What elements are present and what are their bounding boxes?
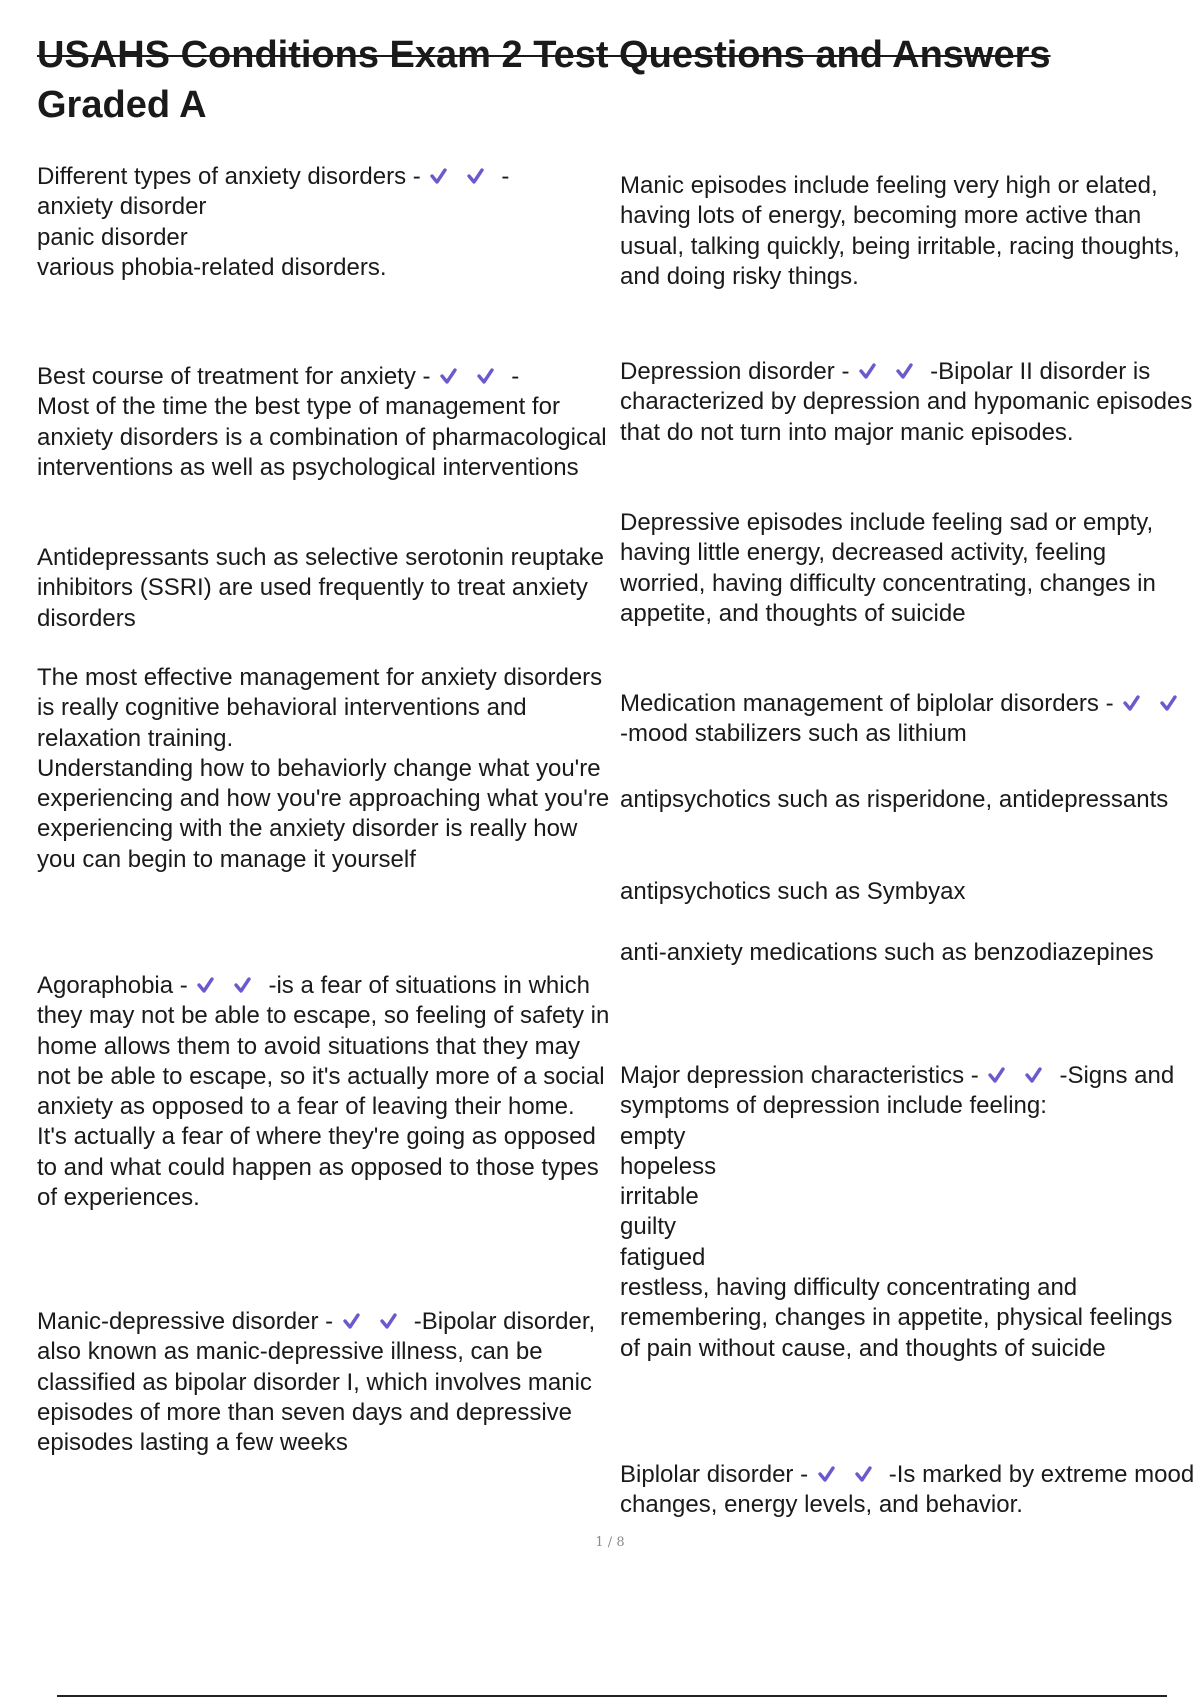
double-check-icon <box>431 363 512 390</box>
answer: Most of the time the best type of management for anxiety disorders is a combination of pharmacological interventions as well as psychological interventions <box>37 393 607 481</box>
qa-card-depression-disorder <box>620 357 1195 448</box>
answer-paragraph-ssri <box>37 543 612 634</box>
page-indicator: 1 / 8 <box>595 1535 625 1550</box>
term: Best course of treatment for anxiety - <box>37 363 431 390</box>
answer: Depressive episodes include feeling sad or empty, having little energy, decreased activity, feeling worried, having difficulty concentrating, changes in appetite, and thoughts of suicide <box>620 509 1156 627</box>
answer: Antidepressants such as selective serotonin reuptake inhibitors (SSRI) are used frequently to treat anxiety disorders <box>37 544 604 632</box>
qa-card-bipolar-medication <box>620 689 1195 750</box>
answer-paragraph-benzodiazepines <box>620 938 1195 968</box>
answer-paragraph-depressive-episodes <box>620 508 1195 629</box>
answer-paragraph-manic-episodes <box>620 171 1195 292</box>
double-check-icon <box>188 972 269 999</box>
answer: -Bipolar disorder, also known as manic-depressive illness, can be classified as bipolar disorder I, which involves manic episodes of more than seven days and depressive episodes lasting a few weeks <box>37 1308 596 1457</box>
answer: -Bipolar II disorder is characterized by depression and hypomanic episodes that do not turn into major manic episodes. <box>620 358 1193 446</box>
answer: anxiety disorder panic disorder various phobia-related disorders. <box>37 193 387 281</box>
double-check-icon <box>333 1308 414 1335</box>
term: Agoraphobia - <box>37 972 188 999</box>
answer: -Signs and symptoms of depression include feeling: empty hopeless irritable guilty fatigued restless, having difficulty concentrating and remembering, changes in appetite, physical feelings of pain without cause, and thoughts of suicide <box>620 1062 1175 1362</box>
qa-card-agoraphobia <box>37 971 612 1213</box>
answer: -is a fear of situations in which they may not be able to escape, so feeling of safety in home allows them to avoid situations that they may not be able to escape, so it's actually more of a social anxiety as opposed to a fear of leaving their home. It's actually a fear of where they're going as opposed to and what could happen as opposed to those types of experiences. <box>37 972 610 1212</box>
answer: Manic episodes include feeling very high or elated, having lots of energy, becoming more active than usual, talking quickly, being irritable, racing thoughts, and doing risky things. <box>620 172 1180 290</box>
term: Major depression characteristics - <box>620 1062 979 1089</box>
term: Depression disorder - <box>620 358 850 385</box>
page-divider <box>57 1695 1167 1697</box>
double-check-icon <box>1114 690 1195 717</box>
double-check-icon <box>421 163 502 190</box>
answer: -mood stabilizers such as lithium <box>620 720 967 748</box>
answer-paragraph-risperidone <box>620 785 1195 815</box>
answer: The most effective management for anxiety disorders is really cognitive behavioral interventions and relaxation training. Understanding how to behaviorly change what you're experiencing and how you're approaching what you're experiencing with the anxiety disorder is really how you can begin to manage it yourself <box>37 664 610 873</box>
qa-card-manic-depressive <box>37 1307 612 1458</box>
answer: antipsychotics such as risperidone, antidepressants <box>620 786 1169 813</box>
answer-start: - <box>511 363 520 390</box>
title-line-1: USAHS Conditions Exam 2 Test Questions and Answers <box>37 34 1051 76</box>
qa-card-major-depression <box>620 1061 1195 1364</box>
page-title <box>37 30 1177 130</box>
answer: -Is marked by extreme mood changes, energy levels, and behavior. <box>620 1461 1195 1519</box>
answer-paragraph-symbyax <box>620 877 1195 907</box>
answer-paragraph-cbt <box>37 663 612 875</box>
qa-card-anxiety-treatment <box>37 362 612 483</box>
term: Medication management of biplolar disorders - <box>620 690 1114 717</box>
answer: anti-anxiety medications such as benzodiazepines <box>620 939 1154 966</box>
term: Manic-depressive disorder - <box>37 1308 334 1335</box>
term: Different types of anxiety disorders - <box>37 163 421 190</box>
double-check-icon <box>808 1461 889 1488</box>
double-check-icon <box>849 358 930 385</box>
answer-start: - <box>501 163 510 190</box>
qa-card-anxiety-types <box>37 162 612 283</box>
title-line-2: Graded A <box>37 84 207 126</box>
double-check-icon <box>979 1062 1060 1089</box>
qa-card-bipolar-disorder <box>620 1460 1195 1521</box>
answer: antipsychotics such as Symbyax <box>620 878 966 905</box>
term: Biplolar disorder - <box>620 1461 809 1488</box>
